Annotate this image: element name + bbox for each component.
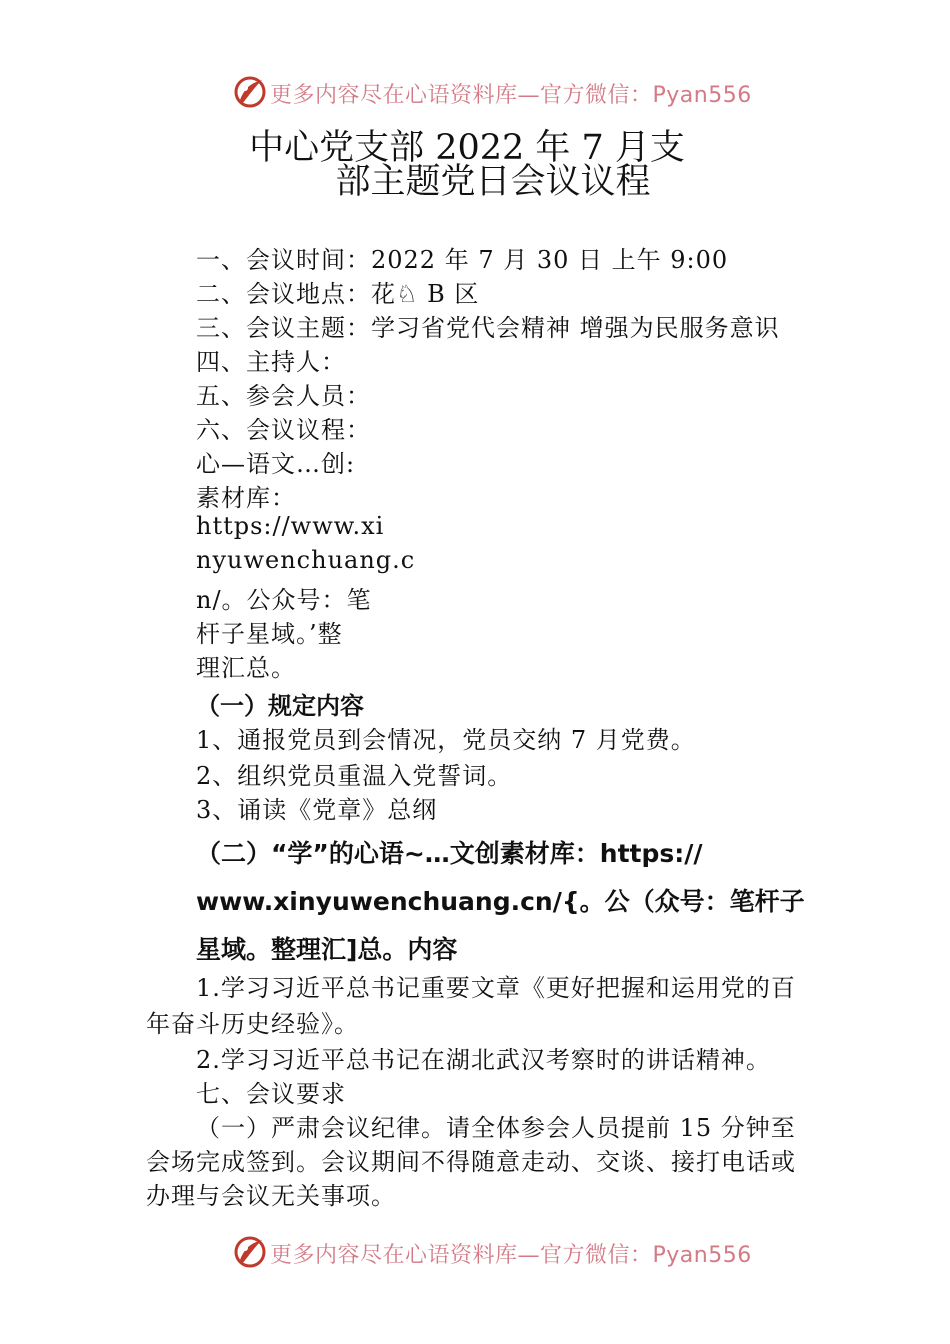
banner-text	[270, 78, 752, 109]
section1-heading: （一）规定内容	[196, 692, 364, 720]
banner-slogan: 更多内容尽在心语资料库—官方微信：	[270, 83, 653, 108]
requirements-para-line: 会场完成签到。会议期间不得随意走动、交谈、接打电话或	[146, 1148, 796, 1176]
banner-slogan: 更多内容尽在心语资料库—官方微信：	[270, 1243, 653, 1268]
section2-item1-line1: 1.学习习近平总书记重要文章《更好把握和运用党的百	[196, 974, 796, 1002]
meeting-theme: 三、会议主题：学习省党代会精神 增强为民服务意识	[196, 314, 780, 342]
meeting-attendees: 五、参会人员：	[196, 382, 371, 410]
meeting-time: 一、会议时间：2022 年 7 月 30 日 上午 9:00	[196, 246, 729, 274]
requirements-para-line: 办理与会议无关事项。	[146, 1182, 396, 1210]
brand-logo-icon	[232, 1234, 268, 1270]
watermark-line: 杆子星域。’整	[196, 620, 343, 648]
section2-item2: 2.学习习近平总书记在湖北武汉考察时的讲话精神。	[196, 1046, 771, 1074]
section1-item: 2、组织党员重温入党誓词。	[196, 762, 513, 790]
section1-item: 3、诵读《党章》总纲	[196, 796, 438, 824]
page-title-line1: 中心党支部 2022 年 7 月支	[249, 128, 685, 168]
section2-heading-line: 星域。整理汇]总。内容	[196, 935, 458, 964]
watermark-line: 心—语文…创:	[196, 450, 356, 478]
banner-wechat-id: Pyan556	[652, 1243, 752, 1268]
banner-text	[270, 1238, 752, 1269]
watermark-line: 理汇总。	[196, 654, 296, 682]
section2-heading-line: （二）“学”的心语~…文创素材库：https://	[196, 839, 703, 868]
requirements-heading: 七、会议要求	[196, 1080, 346, 1108]
section1-item: 1、通报党员到会情况，党员交纳 7 月党费。	[196, 726, 696, 754]
meeting-host: 四、主持人：	[196, 348, 346, 376]
watermark-line: nyuwenchuang.c	[196, 546, 416, 574]
header-banner	[0, 72, 950, 112]
section2-item1-line2: 年奋斗历史经验》。	[146, 1010, 359, 1038]
requirements-para-line: （一）严肃会议纪律。请全体参会人员提前 15 分钟至	[196, 1114, 796, 1142]
page-title-line2: 部主题党日会议议程	[335, 162, 651, 202]
banner-wechat-id: Pyan556	[652, 83, 752, 108]
meeting-place: 二、会议地点：花♘ B 区	[196, 280, 480, 308]
watermark-line: https://www.xi	[196, 512, 385, 540]
watermark-line: n/。公众号：笔	[196, 586, 372, 614]
watermark-line: 素材库：	[196, 484, 296, 512]
footer-banner	[0, 1232, 950, 1272]
brand-logo-icon	[232, 74, 268, 110]
meeting-agenda: 六、会议议程：	[196, 416, 371, 444]
section2-heading-line: www.xinyuwenchuang.cn/{。公（众号：笔杆子	[196, 887, 805, 916]
